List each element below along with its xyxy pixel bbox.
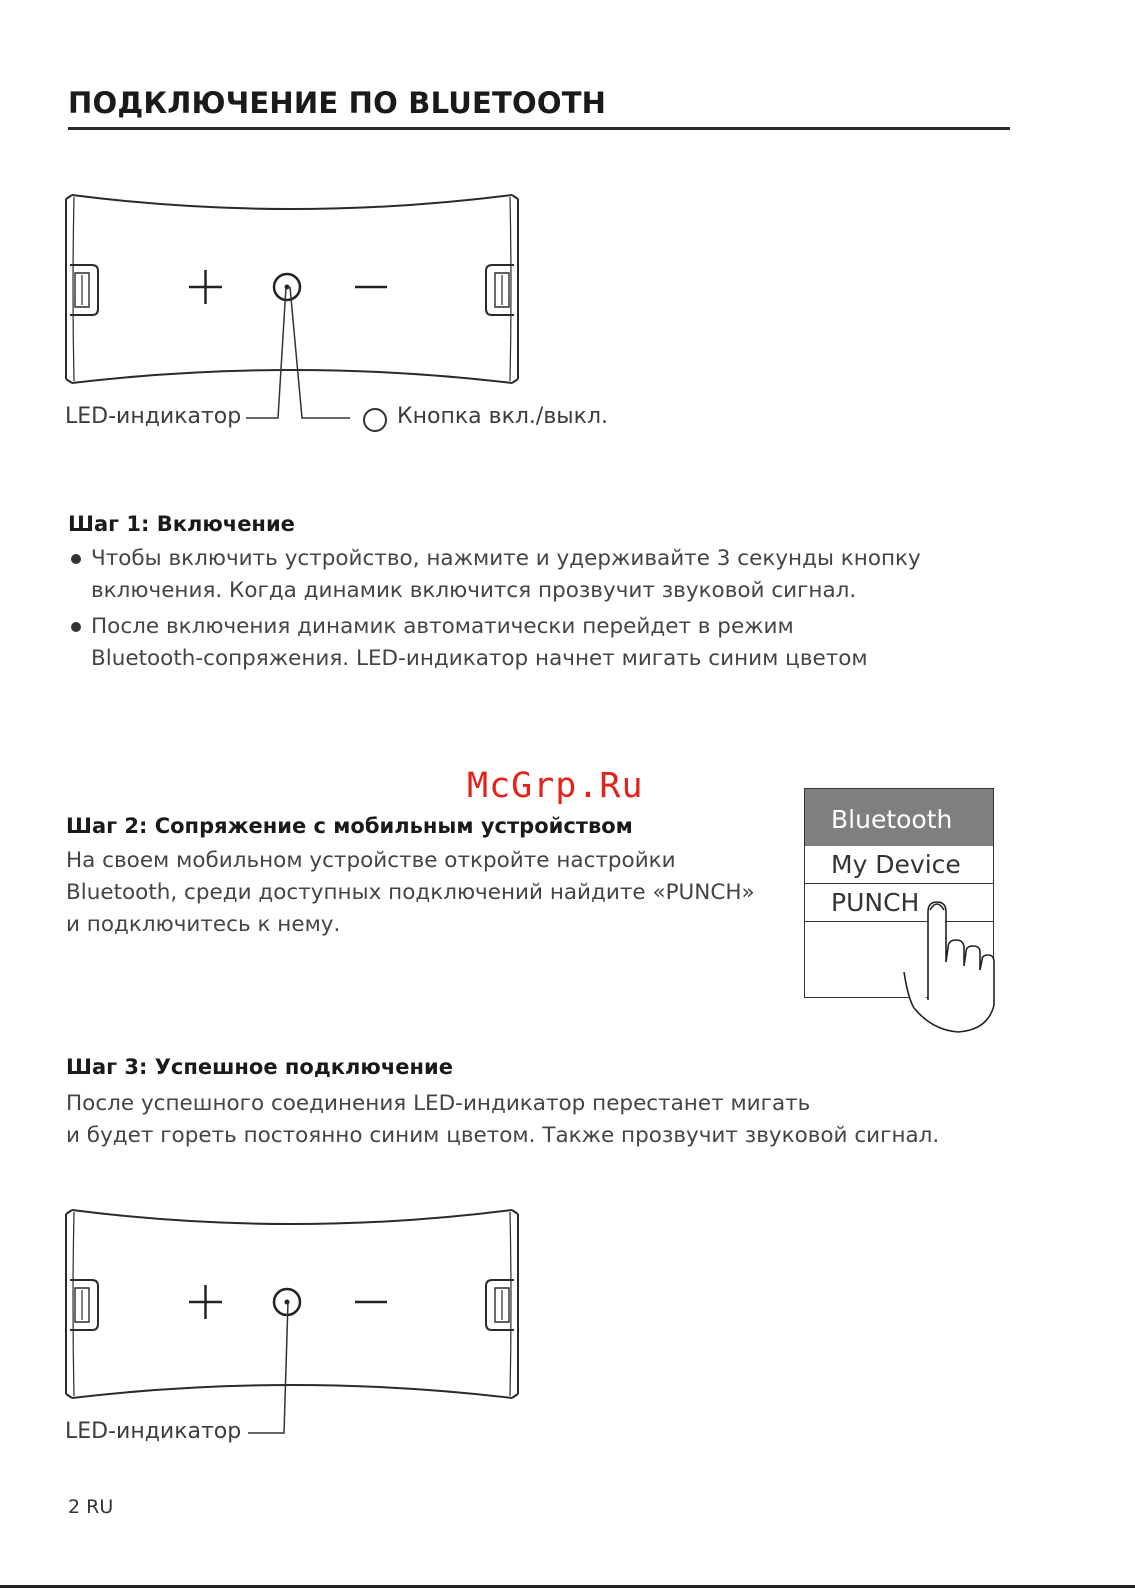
step2-line1: На своем мобильном устройстве откройте настройки [66, 848, 676, 873]
title-divider [68, 127, 1010, 130]
step3-line1: После успешного соединения LED-индикатор перестанет мигать [66, 1091, 811, 1116]
plus-icon [189, 1285, 222, 1319]
watermark-link[interactable]: McGrp.Ru [467, 766, 644, 806]
hand-pointer-icon [900, 890, 1000, 1035]
callout-lines-top [240, 285, 360, 435]
step1-title: Шаг 1: Включение [68, 512, 295, 536]
step2-line2: Bluetooth, среди доступных подключений найдите «PUNCH» [66, 880, 755, 905]
step2-title: Шаг 2: Сопряжение с мобильным устройством [66, 814, 633, 838]
step3-line2: и будет гореть постоянно синим цветом. Также прозвучит звуковой сигнал. [66, 1123, 940, 1148]
step1-bullet2-line1: После включения динамик автоматически перейдет в режим [91, 614, 794, 639]
plus-icon [189, 270, 222, 304]
page-number: 2 RU [68, 1496, 114, 1518]
bluetooth-header: Bluetooth [805, 789, 993, 846]
step1-bullet1-line1: Чтобы включить устройство, нажмите и удерживайте 3 секунды кнопку [91, 546, 921, 571]
led-indicator-label: LED-индикатор [65, 404, 242, 429]
bt-item-punch: PUNCH [805, 884, 993, 922]
power-button-label: Кнопка вкл./выкл. [397, 404, 609, 429]
callout-line-bottom [244, 1300, 304, 1440]
bullet-icon [71, 554, 81, 564]
step2-line3: и подключитесь к нему. [66, 912, 341, 937]
power-icon [363, 408, 387, 432]
step3-title: Шаг 3: Успешное подключение [66, 1055, 453, 1079]
step1-bullet1-line2: включения. Когда динамик включится прозвучит звуковой сигнал. [91, 578, 857, 603]
step1-bullet2-line2: Bluetooth-сопряжения. LED-индикатор начнет мигать синим цветом [91, 646, 868, 671]
bt-item-my-device: My Device [805, 846, 993, 884]
led-indicator-label-bottom: LED-индикатор [65, 1419, 242, 1444]
page-title: ПОДКЛЮЧЕНИЕ ПО BLUETOOTH [68, 86, 607, 120]
bullet-icon [71, 622, 81, 632]
